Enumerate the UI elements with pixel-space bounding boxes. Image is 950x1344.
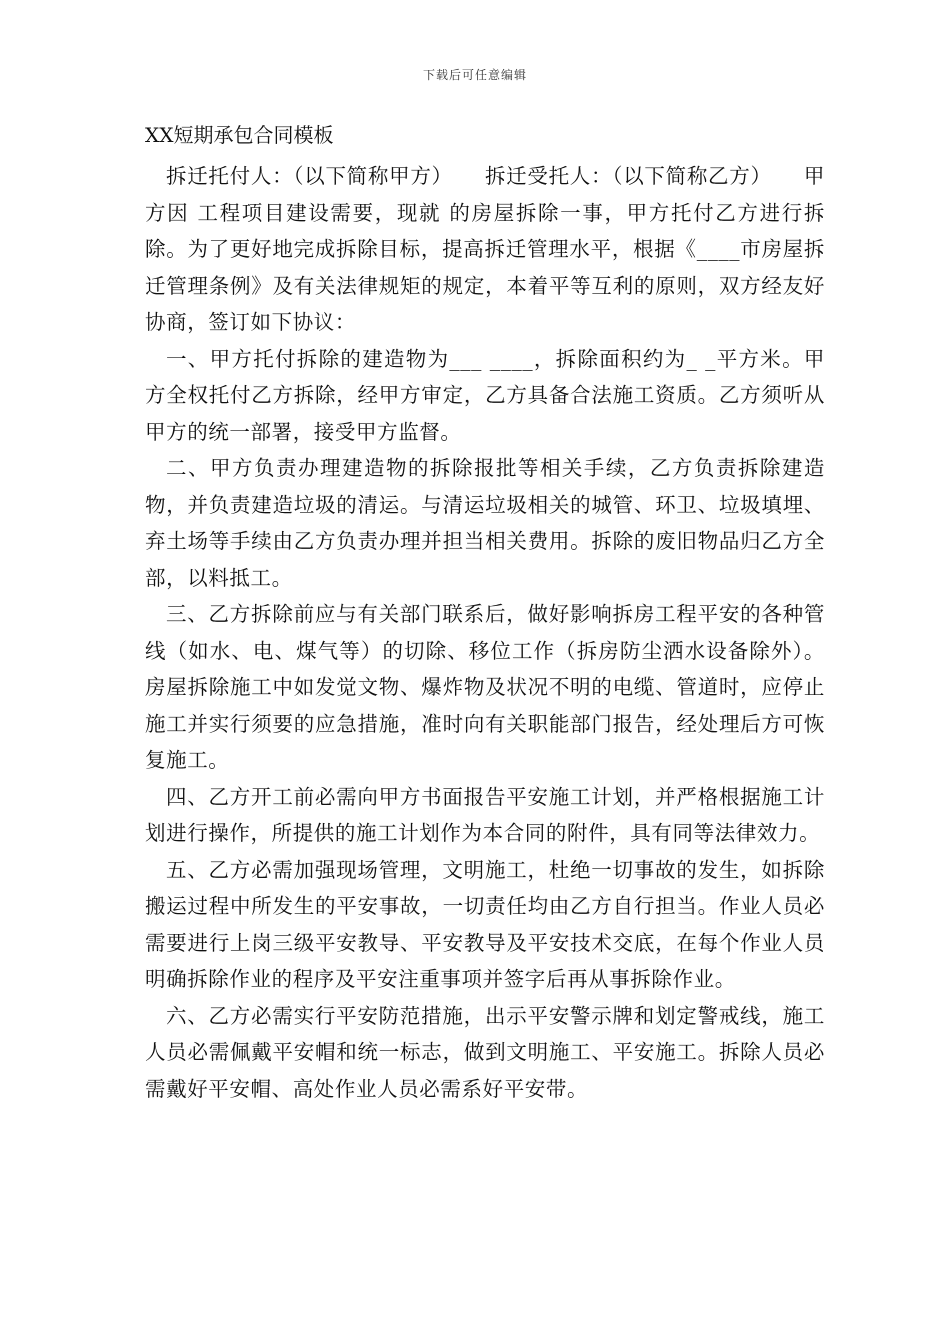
document-body — [145, 158, 825, 1107]
paragraph-clause-3: 三、乙方拆除前应与有关部门联系后，做好影响拆房工程平安的各种管线（如水、电、煤气等）的切除、移位工作（拆房防尘洒水设备除外）。房屋拆除施工中如发觉文物、爆炸物及状况不明的电缆、管道时，应停止施工并实行须要的应急措施，准时向有关职能部门报告，经处理后方可恢复施工。 — [145, 602, 825, 772]
paragraph-parties: 拆迁托付人：（以下简称甲方） 拆迁受托人：（以下简称乙方） 甲方因 工程项目建设需要，现就 的房屋拆除一事，甲方托付乙方进行拆除。为了更好地完成拆除目标，提高拆迁管理水平，根据《____市房屋拆迁管理条例》及有关法律规矩的规定，本着平等互利的原则，双方经友好协商，签订如下协议： — [145, 164, 825, 334]
paragraph-clause-6: 六、乙方必需实行平安防范措施，出示平安警示牌和划定警戒线，施工人员必需佩戴平安帽和统一标志，做到文明施工、平安施工。拆除人员必需戴好平安帽、高处作业人员必需系好平安带。 — [145, 1003, 825, 1101]
paragraph-clause-4: 四、乙方开工前必需向甲方书面报告平安施工计划，并严格根据施工计划进行操作，所提供的施工计划作为本合同的附件，具有同等法律效力。 — [145, 784, 825, 845]
header-note: 下载后可任意编辑 — [422, 68, 527, 82]
paragraph-clause-2: 二、甲方负责办理建造物的拆除报批等相关手续，乙方负责拆除建造物，并负责建造垃圾的清运。与清运垃圾相关的城管、环卫、垃圾填埋、弃土场等手续由乙方负责办理并担当相关费用。拆除的废旧物品归乙方全部，以料抵工。 — [145, 456, 825, 590]
document-title: XX短期承包合同模板 — [145, 123, 334, 147]
paragraph-clause-5: 五、乙方必需加强现场管理，文明施工，杜绝一切事故的发生，如拆除搬运过程中所发生的平安事故，一切责任均由乙方自行担当。作业人员必需要进行上岗三级平安教导、平安教导及平安技术交底，在每个作业人员明确拆除作业的程序及平安注重事项并签字后再从事拆除作业。 — [145, 857, 825, 991]
paragraph-clause-1: 一、甲方托付拆除的建造物为___ ____，拆除面积约为_ _平方米。甲方全权托付乙方拆除，经甲方审定，乙方具备合法施工资质。乙方须听从甲方的统一部署，接受甲方监督。 — [145, 346, 825, 444]
